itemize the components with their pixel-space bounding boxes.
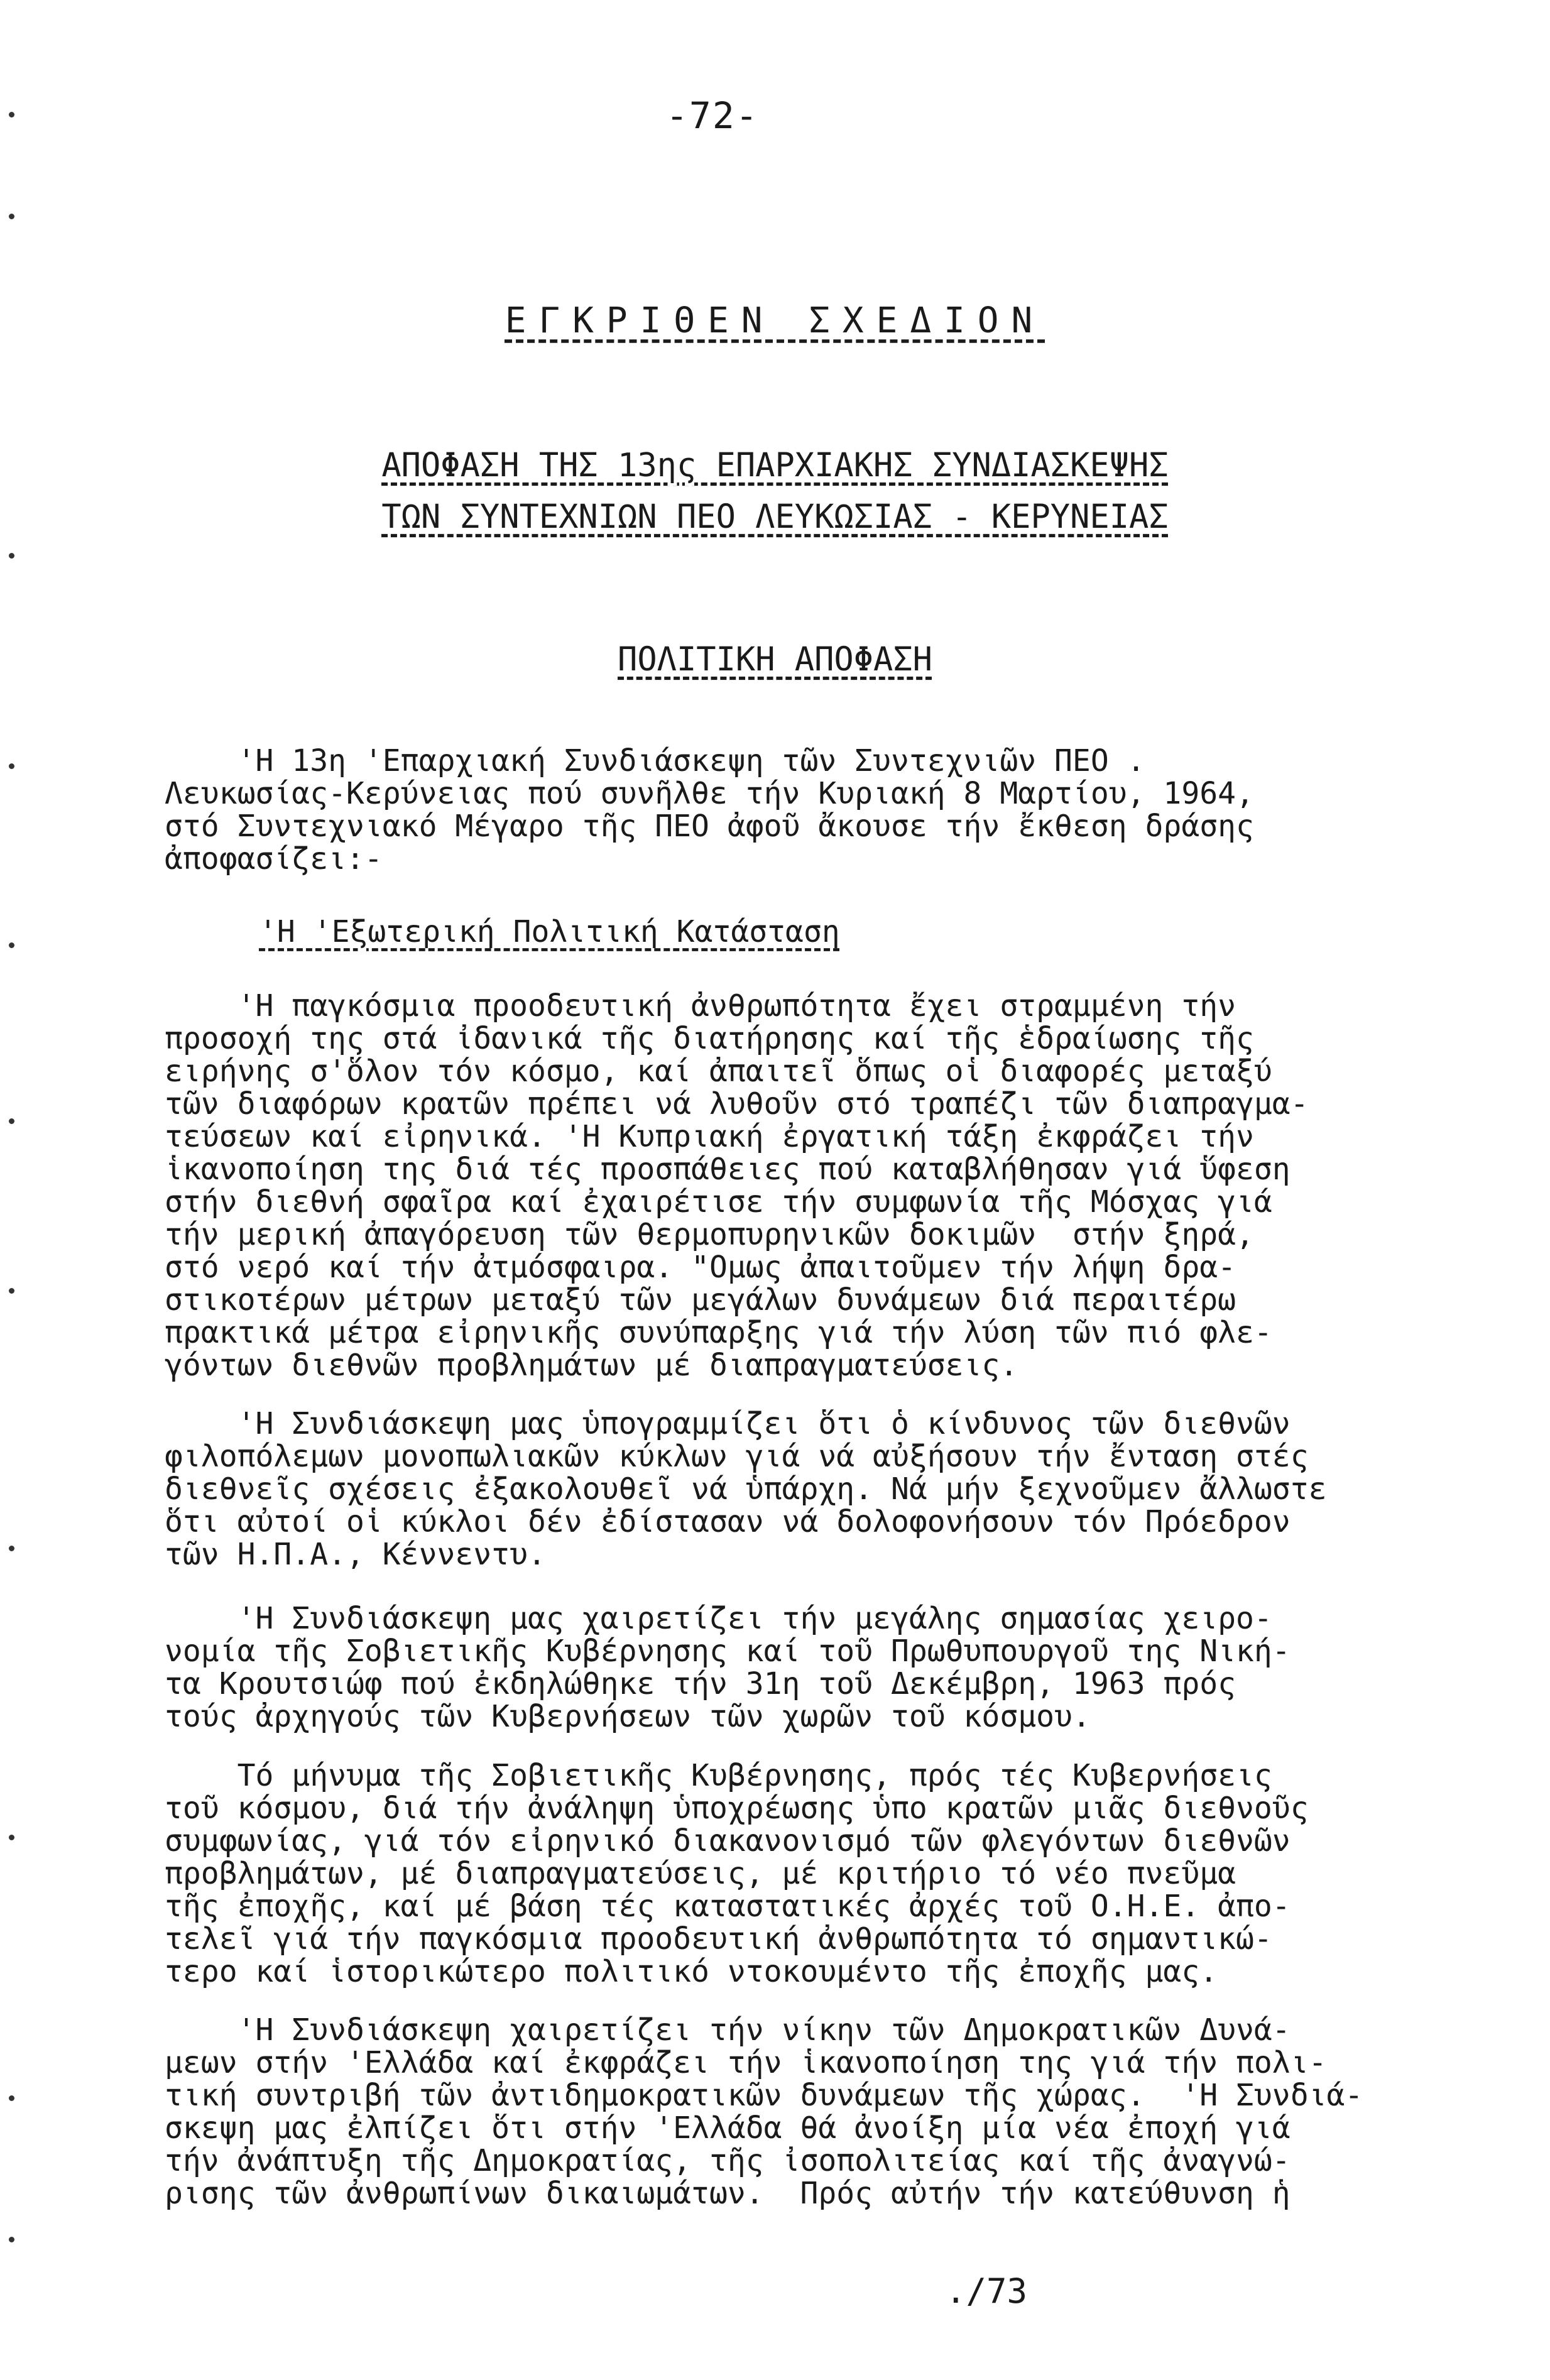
margin-speck [9,2095,14,2101]
margin-speck [9,1546,14,1551]
margin-speck [9,763,14,769]
margin-speck [9,2237,14,2242]
margin-speck [9,1118,14,1124]
margin-speck [9,1835,14,1840]
political-decision-heading: ΠΟΛΙΤΙΚΗ ΑΠΟΦΑΣΗ [618,641,932,679]
paragraph-greece-victory: 'Η Συνδιάσκεψη χαιρετίζει τήν νίκην τῶν Δημοκρατικῶν Δυνά- μεων στήν 'Ελλάδα καί ἐκφράζει τήν ἱκανοποίηση της γιά τήν πολι- τική συντριβή τῶν ἀντιδημοκρατικῶν δυνάμεων τῆς χώρας. 'Η Συνδιά- σκεψη μας ἐλπίζει ὅτι στήν 'Ελλάδα θά ἀνοίξη μία νέα ἐποχή γιά τήν ἀνάπτυξη τῆς Δημοκρατίας, τῆς ἰσοπολιτείας καί τῆς ἀναγνώ- ρισης τῶν ἀνθρωπίνων δικαιωμάτων. Πρός αὐτήν τήν κατεύθυνση ἡ [165,2012,1363,2211]
paragraph-soviet-initiative: 'Η Συνδιάσκεψη μας χαιρετίζει τήν μεγάλης σημασίας χειρο- νομία τῆς Σοβιετικῆς Κυβέρνησης καί τοῦ Πρωθυπουργοῦ της Νική- τα Κρουτσιώφ πού ἐκδηλώθηκε τήν 31η τοῦ Δεκέμβρη, 1963 πρός τούς ἀρχηγούς τῶν Κυβερνήσεων τῶν χωρῶν τοῦ κόσμου. [165,1601,1291,1734]
margin-speck [9,214,14,219]
paragraph-world-peace: 'Η παγκόσμια προοδευτική ἀνθρωπότητα ἔχει στραμμένη τήν προσοχή της στά ἰδανικά τῆς διατήρησης καί τῆς ἑδραίωσης τῆς ειρήνης σ'ὅλον τόν κόσμο, καί ἀπαιτεῖ ὅπως οἱ διαφορές μεταξύ τῶν διαφόρων κρατῶν πρέπει νά λυθοῦν στό τραπέζι τῶν διαπραγμα- τεύσεων καί εἰρηνικά. 'Η Κυπριακή ἐργατική τάξη ἐκφράζει τήν ἱκανοποίηση της διά τές προσπάθειες πού καταβλήθησαν γιά ὕφεση στήν διεθνή σφαῖρα καί ἐχαιρέτισε τήν συμφωνία τῆς Μόσχας γιά τήν μερική ἀπαγόρευση τῶν θερμοπυρηνικῶν δοκιμῶν στήν ξηρά, στό νερό καί τήν ἀτμόσφαιρα. "Ομως ἀπαιτοῦμεν τήν λήψη δρα- στικοτέρων μέτρων μεταξύ τῶν μεγάλων δυνάμεων διά περαιτέρω πρακτικά μέτρα εἰρηνικῆς συνύπαρξης γιά τήν λύση τῶν πιό φλε- γόντων διεθνῶν προβλημάτων μέ διαπραγματεύσεις. [165,988,1309,1383]
paragraph-intro: 'Η 13η 'Επαρχιακή Συνδιάσκεψη τῶν Συντεχνιῶν ΠΕΟ . Λευκωσίας-Κερύνειας πού συνῆλθε τήν Κυριακή 8 Μαρτίου, 1964, στό Συντεχνιακό Μέγαρο τῆς ΠΕΟ ἀφοῦ ἄκουσε τήν ἔκθεση δράσης ἀποφασίζει:- [165,743,1254,876]
document-title: ΕΓΚΡΙΘΕΝ ΣΧΕΔΙΟΝ [505,300,1045,341]
decision-heading-line-2: ΤΩΝ ΣΥΝΤΕΧΝΙΩΝ ΠΕΟ ΛΕΥΚΩΣΙΑΣ - ΚΕΡΥΝΕΙΑΣ [381,498,1169,536]
margin-speck [9,112,14,117]
paragraph-warmongering-circles: 'Η Συνδιάσκεψη μας ὑπογραμμίζει ὅτι ὁ κίνδυνος τῶν διεθνῶν φιλοπόλεμων μονοπωλιακῶν κύκλων γιά νά αὐξήσουν τήν ἔνταση στές διεθνεῖς σχέσεις ἐξακολουθεῖ νά ὑπάρχη. Νά μήν ξεχνοῦμεν ἄλλωστε ὅτι αὐτοί οἱ κύκλοι δέν ἐδίστασαν νά δολοφονήσουν τόν Πρόεδρον τῶν Η.Π.Α., Κέννεντυ. [165,1406,1327,1572]
page-number: -72- [666,94,759,137]
margin-speck [9,1288,14,1294]
decision-heading [0,440,1550,543]
margin-speck [9,553,14,559]
decision-heading-line-1: ΑΠΟΦΑΣΗ ΤΗΣ 13ης ΕΠΑΡΧΙΑΚΗΣ ΣΥΝΔΙΑΣΚΕΨΗΣ [381,447,1169,484]
margin-speck [9,942,14,948]
section-heading-foreign-policy: 'Η 'Εξωτερική Πολιτική Κατάσταση [259,914,840,949]
continuation-marker: ./73 [946,2271,1028,2311]
paragraph-soviet-message: Τό μήνυμα τῆς Σοβιετικῆς Κυβέρνησης, πρός τές Κυβερνήσεις τοῦ κόσμου, διά τήν ἀνάληψη ὑποχρέωσης ὑπο κρατῶν μιᾶς διεθνοῦς συμφωνίας, γιά τόν εἰρηνικό διακανονισμό τῶν φλεγόντων διεθνῶν προβλημάτων, μέ διαπραγματεύσεις, μέ κριτήριο τό νέο πνεῦμα τῆς ἐποχῆς, καί μέ βάση τές καταστατικές ἀρχές τοῦ Ο.Η.Ε. ἀπο- τελεῖ γιά τήν παγκόσμια προοδευτική ἀνθρωπότητα τό σημαντικώ- τερο καί ἱστορικώτερο πολιτικό ντοκουμέντο τῆς ἐποχῆς μας. [165,1758,1309,1989]
